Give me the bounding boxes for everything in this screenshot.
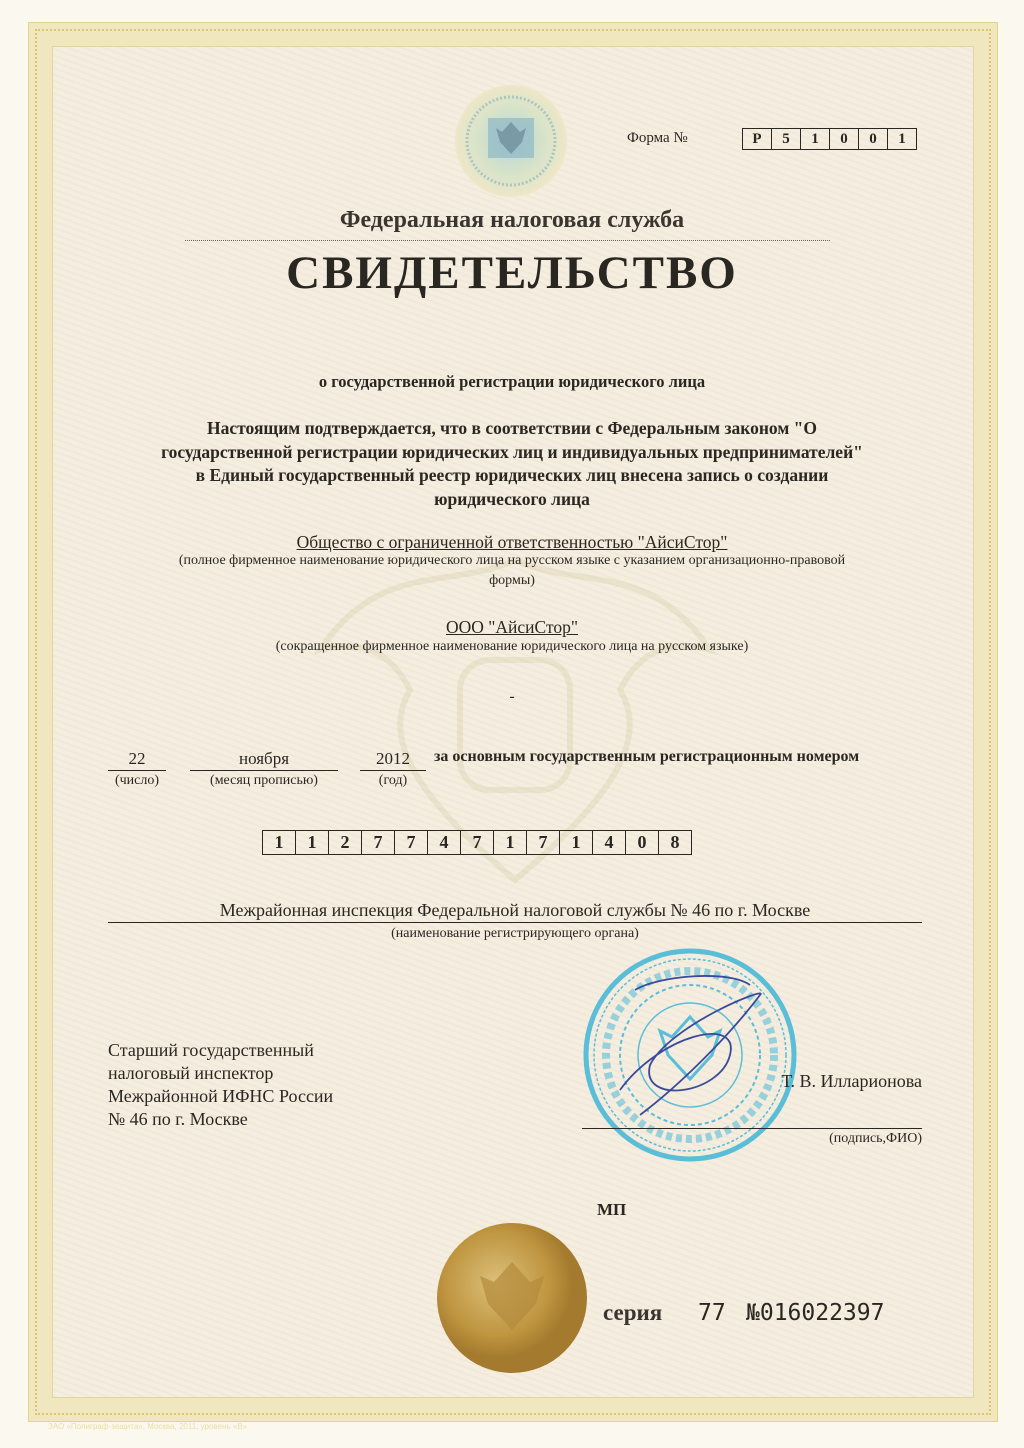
form-code-cell: 1 — [887, 129, 916, 149]
ogrn-digit: 2 — [328, 831, 361, 854]
signer-position-line: Межрайонной ИФНС России — [108, 1086, 334, 1106]
company-short-name: ООО "АйсиСтор" — [445, 617, 579, 637]
ogrn-digit: 1 — [274, 832, 284, 852]
ogrn-digit: 1 — [493, 831, 526, 854]
date-year: 2012 — [376, 749, 410, 768]
seal-place-label: МП — [597, 1200, 627, 1219]
ogrn-label: за основным государственным регистрационным номером — [434, 748, 860, 765]
signer-position-line: Старший государственный — [108, 1040, 314, 1060]
statement-line: в Единый государственный реестр юридических лиц внесена запись о создании — [195, 465, 829, 485]
date-day: 22 — [128, 749, 146, 768]
agency-name: Федеральная налоговая служба — [339, 207, 685, 233]
company-full-name: Общество с ограниченной ответственностью "АйсиСтор" — [296, 532, 728, 552]
form-code-cell: Р — [752, 131, 762, 147]
signer-position-line: налоговый инспектор — [108, 1063, 274, 1083]
ogrn-digit: 7 — [394, 831, 427, 854]
series-label: серия — [603, 1300, 663, 1325]
signature-caption: (подпись,ФИО) — [829, 1131, 922, 1146]
form-code-cell: 1 — [800, 129, 829, 149]
certificate-title: СВИДЕТЕЛЬСТВО — [286, 247, 738, 299]
certificate-subtitle: о государственной регистрации юридического лица — [318, 372, 706, 391]
signer-position-line: № 46 по г. Москве — [108, 1109, 248, 1129]
date-month: ноября — [238, 749, 290, 768]
series-value: 77 — [698, 1300, 726, 1326]
ogrn-digit: 8 — [658, 831, 691, 854]
company-foreign-name: - — [509, 688, 515, 705]
statement-line: государственной регистрации юридических лиц и индивидуальных предпринимателей" — [161, 441, 863, 462]
certificate-number: №016022397 — [746, 1300, 885, 1326]
ogrn-digit: 7 — [526, 831, 559, 854]
gold-seal-icon — [436, 1222, 588, 1374]
ogrn-digit: 4 — [592, 831, 625, 854]
company-full-caption: (полное фирменное наименование юридического лица на русском языке с указанием организационно-правовой — [178, 553, 846, 568]
ogrn-digit: 4 — [427, 831, 460, 854]
ogrn-digit: 0 — [625, 831, 658, 854]
company-full-caption-cont: формы) — [489, 573, 535, 588]
form-code-cell: 5 — [771, 129, 800, 149]
statement-paragraph — [0, 417, 1024, 511]
ogrn-digit: 1 — [295, 831, 328, 854]
authority-caption: (наименование регистрирующего органа) — [391, 926, 639, 941]
form-code-cell: 0 — [829, 129, 858, 149]
date-year-caption: (год) — [378, 773, 408, 788]
ogrn-digit: 1 — [559, 831, 592, 854]
authority-name: Межрайонная инспекция Федеральной налоговой службы № 46 по г. Москве — [219, 900, 811, 920]
statement-line: юридического лица — [434, 488, 590, 509]
company-short-caption: (сокращенное фирменное наименование юридического лица на русском языке) — [275, 639, 749, 654]
form-code-cell: 0 — [858, 129, 887, 149]
signer-name: Т. В. Илларионова — [781, 1071, 922, 1091]
date-day-caption: (число) — [114, 773, 160, 788]
ogrn-boxes — [262, 830, 692, 855]
printer-imprint: ЗАО «Полиграф-защита», Москва, 2011, уровень «В» — [48, 1422, 248, 1431]
hologram-emblem-icon — [452, 82, 570, 200]
date-month-caption: (месяц прописью) — [210, 773, 318, 788]
ogrn-digit: 7 — [361, 831, 394, 854]
form-label: Форма № — [627, 130, 688, 146]
ogrn-digit: 7 — [460, 831, 493, 854]
divider — [185, 240, 830, 241]
signer-position — [108, 1039, 333, 1131]
form-code-boxes — [742, 128, 917, 150]
statement-line: Настоящим подтверждается, что в соответствии с Федеральным законом "О — [207, 418, 817, 438]
